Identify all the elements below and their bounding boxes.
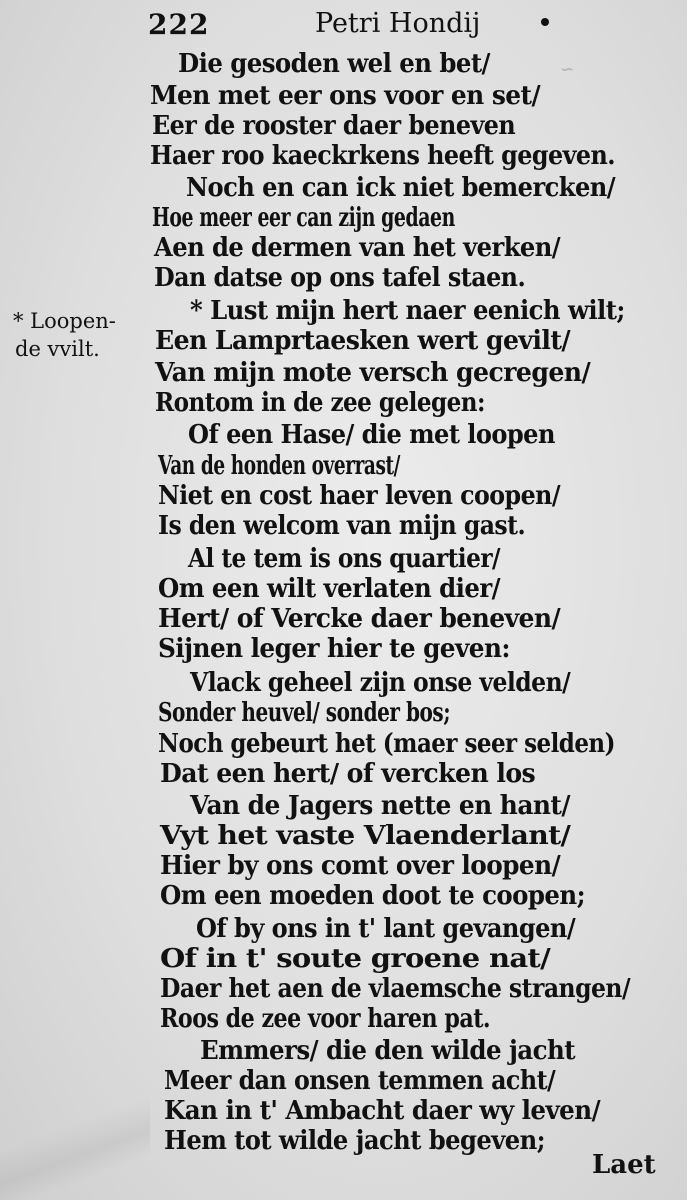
verse-line: Eer de rooster daer beneven <box>152 111 516 141</box>
ink-dot <box>541 18 549 26</box>
verse-line: Niet en cost haer leven coopen/ <box>158 481 560 511</box>
verse-line: Die gesoden wel en bet/ <box>178 49 490 79</box>
verse-line: Hier by ons comt over loopen/ <box>160 851 561 881</box>
verse-line: Roos de zee voor haren pat. <box>160 1004 491 1034</box>
verse-line: Van mijn mote versch gecregen/ <box>155 358 591 388</box>
verse-line: Dat een hert/ of vercken los <box>160 759 536 789</box>
verse-line: Meer dan onsen temmen acht/ <box>164 1066 556 1096</box>
verse-line: Vyt het vaste Vlaenderlant/ <box>160 821 571 851</box>
verse-line: Men met eer ons voor en set/ <box>150 81 540 111</box>
verse-line: Al te tem is ons quartier/ <box>188 544 500 574</box>
page-number: 222 <box>148 8 210 41</box>
verse-line: Haer roo kaeckrkens heeft gegeven. <box>150 141 616 171</box>
verse-line: Noch gebeurt het (maer seer selden) <box>158 729 615 759</box>
verse-line: Om een wilt verlaten dier/ <box>158 574 501 604</box>
verse-line: Dan datse op ons tafel staen. <box>154 263 526 293</box>
page-header <box>0 6 687 40</box>
verse-line: Om een moeden doot te coopen; <box>160 881 586 911</box>
page-corner-shadow <box>0 1080 150 1200</box>
verse-line: Aen de dermen van het verken/ <box>154 233 561 263</box>
margin-note-line: de vvilt. <box>15 337 100 361</box>
verse-line: Noch en can ick niet bemercken/ <box>186 173 616 203</box>
verse-line: * Lust mijn hert naer eenich wilt; <box>190 296 625 326</box>
verse-line: Emmers/ die den wilde jacht <box>200 1036 576 1066</box>
verse-line: Of een Hase/ die met loopen <box>188 420 555 450</box>
catchword: Laet <box>592 1150 656 1180</box>
verse-line: Van de honden overrast/ <box>158 451 400 481</box>
verse-line: Kan in t' Ambacht daer wy leven/ <box>164 1096 601 1126</box>
verse-line: Hoe meer eer can zijn gedaen <box>152 203 455 233</box>
verse-line: Rontom in de zee gelegen: <box>155 388 486 418</box>
verse-line: Is den welcom van mijn gast. <box>158 511 526 541</box>
margin-note <box>13 307 116 363</box>
verse-line: Hert/ of Vercke daer beneven/ <box>158 604 561 634</box>
running-head: Petri Hondij <box>315 8 481 39</box>
verse-line: Of in t' soute groene nat/ <box>160 944 551 974</box>
verse-line: Hem tot wilde jacht begeven; <box>164 1126 546 1156</box>
verse-line: Of by ons in t' lant gevangen/ <box>196 914 576 944</box>
verse-line: Van de Jagers nette en hant/ <box>190 791 570 821</box>
verse-line: Sonder heuvel/ sonder bos; <box>158 698 451 728</box>
verse-line: Vlack geheel zijn onse velden/ <box>190 668 571 698</box>
margin-note-line: * Loopen- <box>13 309 116 333</box>
verse-line: Daer het aen de vlaemsche strangen/ <box>160 974 631 1004</box>
verse-line: Sijnen leger hier te geven: <box>158 634 510 664</box>
show-through-text: ~ <box>560 60 575 80</box>
verse-line: Een Lamprtaesken wert gevilt/ <box>155 326 571 356</box>
